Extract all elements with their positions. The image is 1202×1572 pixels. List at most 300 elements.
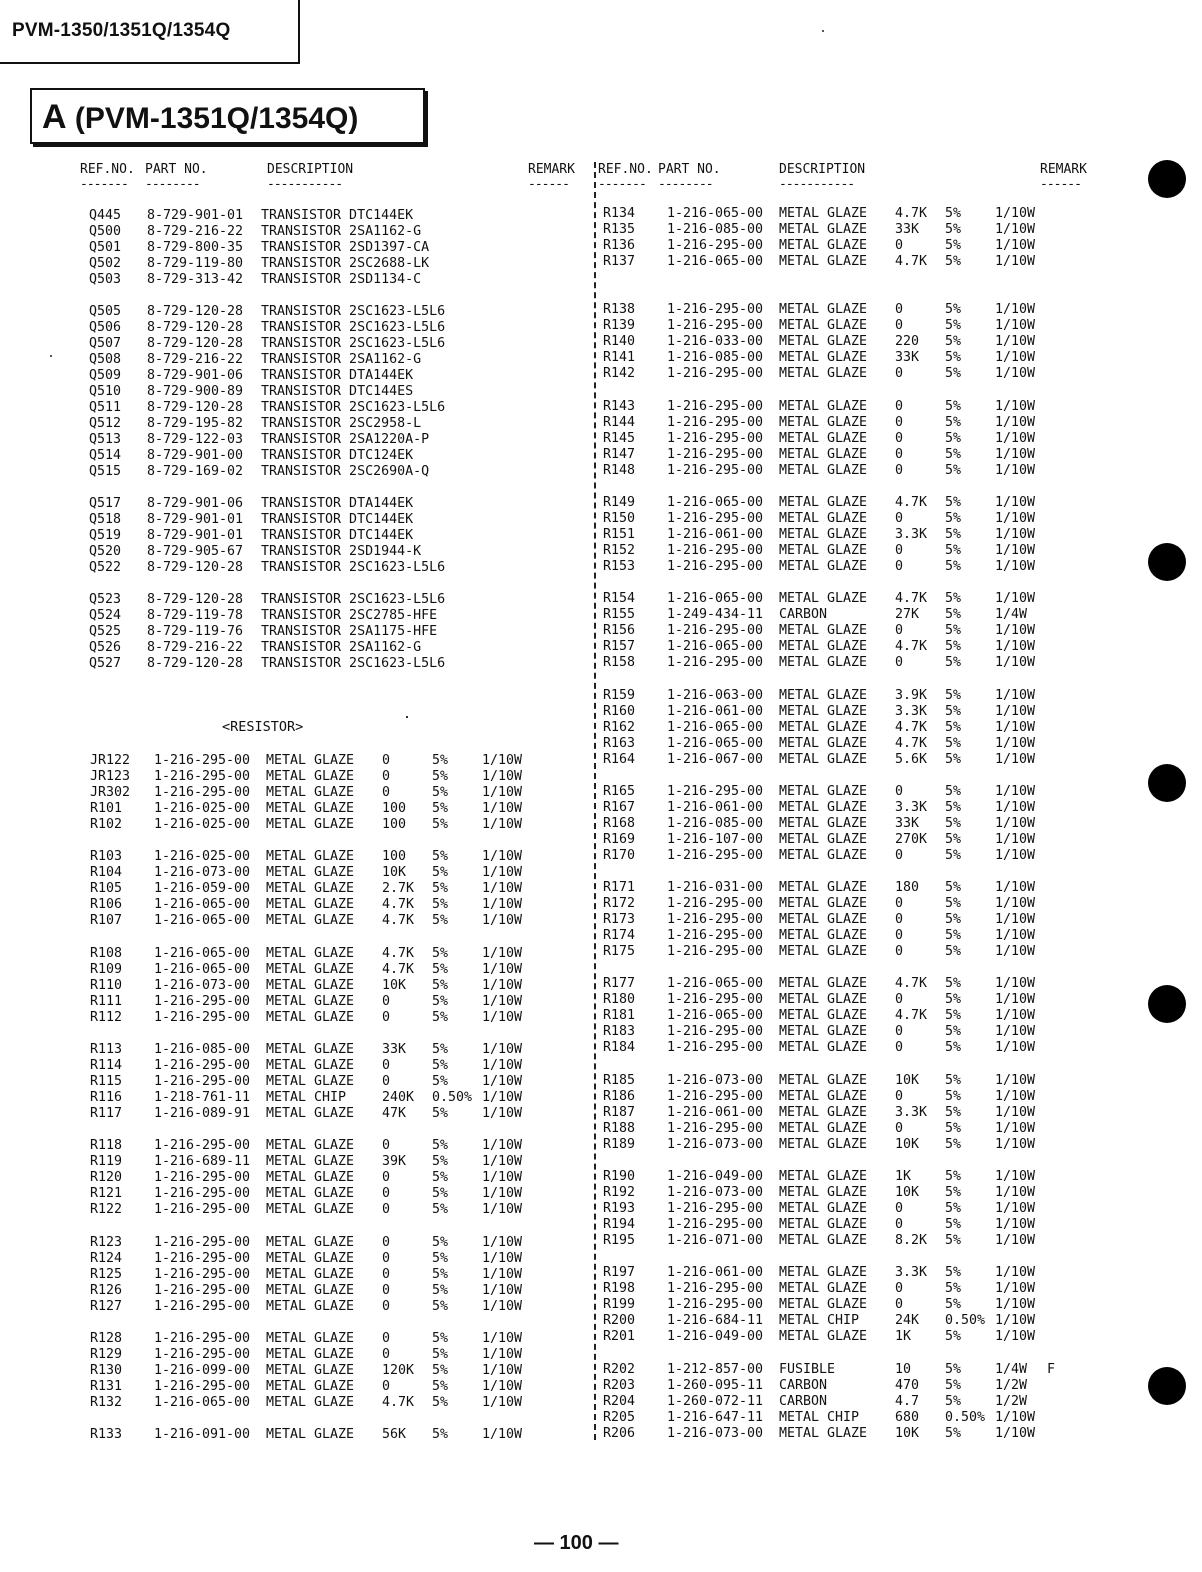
section-title-box <box>30 88 425 144</box>
wattage: 1/10W <box>995 831 1036 847</box>
value: 0 <box>895 655 904 671</box>
resistor-subheading: <RESISTOR> <box>222 719 304 735</box>
value: 0 <box>895 783 904 799</box>
description: METAL GLAZE <box>266 1186 355 1202</box>
tolerance: 5% <box>432 1057 449 1073</box>
ref-no: Q513 <box>89 432 122 447</box>
part-no: 1-216-295-00 <box>667 655 764 671</box>
part-no: 1-216-295-00 <box>154 1282 251 1298</box>
description: METAL GLAZE <box>266 945 355 961</box>
ref-no: Q508 <box>89 352 122 367</box>
tolerance: 5% <box>432 817 449 832</box>
wattage: 1/10W <box>482 817 523 832</box>
wattage: 1/10W <box>482 1378 523 1394</box>
description: METAL GLAZE <box>779 1233 868 1248</box>
tolerance: 5% <box>945 655 962 671</box>
wattage: 1/10W <box>995 1201 1036 1216</box>
wattage: 1/10W <box>995 462 1036 478</box>
tolerance: 5% <box>432 1073 449 1089</box>
description: METAL GLAZE <box>779 815 868 831</box>
description: METAL GLAZE <box>779 1088 868 1104</box>
wattage: 1/10W <box>482 1089 523 1105</box>
part-no: 1-216-031-00 <box>667 880 764 896</box>
wattage: 1/10W <box>482 1202 523 1218</box>
ref-no: R183 <box>603 1024 636 1040</box>
value: 3.3K <box>895 1265 928 1281</box>
description: METAL GLAZE <box>779 799 868 815</box>
part-no: 1-216-295-00 <box>667 238 764 253</box>
wattage: 1/10W <box>995 944 1036 960</box>
tolerance: 5% <box>945 350 962 366</box>
wattage: 1/10W <box>482 1105 523 1121</box>
wattage: 1/10W <box>995 1008 1036 1024</box>
part-no: 1-216-295-00 <box>667 318 764 334</box>
tolerance: 5% <box>432 849 449 865</box>
part-no: 1-216-085-00 <box>667 815 764 831</box>
tolerance: 5% <box>945 735 962 751</box>
wattage: 1/10W <box>995 542 1036 558</box>
ref-no: Q522 <box>89 560 122 575</box>
description: METAL GLAZE <box>266 1154 355 1170</box>
tolerance: 5% <box>432 1234 449 1250</box>
tolerance: 0.50% <box>945 1313 986 1329</box>
description: METAL GLAZE <box>779 430 868 446</box>
part-no: 1-216-295-00 <box>667 1040 764 1056</box>
part-no: 1-216-067-00 <box>667 751 764 767</box>
value: 0 <box>895 1297 904 1313</box>
wattage: 1/10W <box>995 655 1036 671</box>
part-no: 1-216-295-00 <box>667 462 764 478</box>
value: 33K <box>895 815 920 831</box>
value: 0 <box>895 992 904 1008</box>
value: 4.7K <box>382 945 415 961</box>
ref-no: R143 <box>603 398 636 414</box>
ref-no: R198 <box>603 1281 636 1297</box>
tolerance: 5% <box>945 510 962 526</box>
description: METAL GLAZE <box>266 1330 355 1346</box>
description: METAL GLAZE <box>779 1136 868 1152</box>
ref-no: R147 <box>603 446 636 462</box>
tolerance: 5% <box>945 1233 962 1248</box>
tolerance: 5% <box>432 1427 449 1443</box>
description: TRANSISTOR 2SC1623-L5L6 <box>261 304 446 319</box>
tolerance: 5% <box>945 1281 962 1297</box>
description: METAL GLAZE <box>779 992 868 1008</box>
wattage: 1/10W <box>995 896 1036 912</box>
wattage: 1/10W <box>995 510 1036 526</box>
ref-no: R150 <box>603 510 636 526</box>
tolerance: 5% <box>945 494 962 510</box>
ref-no: R109 <box>90 961 123 977</box>
wattage: 1/10W <box>995 558 1036 574</box>
ref-no: R172 <box>603 896 636 912</box>
tolerance: 5% <box>945 1361 962 1377</box>
ref-no: R206 <box>603 1425 636 1441</box>
wattage: 1/10W <box>995 1185 1036 1200</box>
description: METAL GLAZE <box>779 1072 868 1088</box>
ref-no: Q525 <box>89 624 122 639</box>
part-no: 1-216-295-00 <box>667 510 764 526</box>
ref-no: R132 <box>90 1394 123 1410</box>
tolerance: 5% <box>945 1265 962 1281</box>
part-no: 1-216-073-00 <box>667 1185 764 1200</box>
ref-no: R116 <box>90 1089 123 1105</box>
part-no: 8-729-120-28 <box>147 560 244 575</box>
wattage: 1/10W <box>995 1265 1036 1281</box>
page-number: — 100 — <box>534 1532 619 1554</box>
ref-no: R204 <box>603 1393 636 1409</box>
description: METAL GLAZE <box>779 976 868 992</box>
wattage: 1/10W <box>995 1425 1036 1441</box>
ref-no: R164 <box>603 751 636 767</box>
description: METAL GLAZE <box>266 993 355 1009</box>
tolerance: 5% <box>432 1346 449 1362</box>
description: METAL GLAZE <box>779 334 868 350</box>
part-no: 8-729-216-22 <box>147 640 244 655</box>
value: 0 <box>382 1138 391 1154</box>
part-no: 1-216-295-00 <box>667 1120 764 1136</box>
description: TRANSISTOR 2SC2958-L <box>261 416 422 431</box>
wattage: 1/10W <box>482 993 523 1009</box>
tolerance: 5% <box>945 318 962 334</box>
description: METAL GLAZE <box>779 1425 868 1441</box>
description: TRANSISTOR 2SC1623-L5L6 <box>261 336 446 351</box>
scan-speck <box>406 716 408 718</box>
part-no: 1-216-065-00 <box>667 976 764 992</box>
ref-no: Q519 <box>89 528 122 543</box>
part-no: 1-216-295-00 <box>667 366 764 382</box>
part-no: 1-216-025-00 <box>154 817 251 832</box>
tolerance: 5% <box>432 1154 449 1170</box>
value: 0 <box>895 944 904 960</box>
wattage: 1/10W <box>995 751 1036 767</box>
value: 4.7K <box>895 494 928 510</box>
tolerance: 5% <box>432 945 449 961</box>
value: 10K <box>895 1136 920 1152</box>
part-no: 1-216-295-00 <box>667 783 764 799</box>
wattage: 1/10W <box>995 1024 1036 1040</box>
value: 3.3K <box>895 1104 928 1120</box>
description: METAL GLAZE <box>779 366 868 382</box>
ref-no: R192 <box>603 1185 636 1200</box>
tolerance: 5% <box>945 1297 962 1313</box>
tolerance: 5% <box>945 719 962 735</box>
tolerance: 5% <box>945 687 962 703</box>
description: METAL CHIP <box>779 1313 860 1329</box>
value: 0 <box>382 993 391 1009</box>
wattage: 1/10W <box>995 398 1036 414</box>
description: CARBON <box>779 607 828 623</box>
value: 33K <box>895 222 920 237</box>
tolerance: 5% <box>432 977 449 993</box>
wattage: 1/10W <box>482 1250 523 1266</box>
description: METAL GLAZE <box>266 1009 355 1025</box>
part-no: 1-216-295-00 <box>667 896 764 912</box>
value: 3.9K <box>895 687 928 703</box>
description: METAL GLAZE <box>266 849 355 865</box>
part-no: 1-216-089-91 <box>154 1105 251 1121</box>
value: 0 <box>895 1281 904 1297</box>
part-no: 1-216-647-11 <box>667 1409 764 1425</box>
part-no: 1-216-049-00 <box>667 1329 764 1345</box>
tolerance: 5% <box>945 1136 962 1152</box>
ref-no: R113 <box>90 1041 123 1057</box>
ref-no: R163 <box>603 735 636 751</box>
description: METAL GLAZE <box>266 865 355 881</box>
binder-hole <box>1148 160 1186 198</box>
wattage: 1/10W <box>995 880 1036 896</box>
part-no: 8-729-119-80 <box>147 256 244 271</box>
part-no: 1-216-295-00 <box>667 398 764 414</box>
description: METAL GLAZE <box>779 462 868 478</box>
binder-hole <box>1148 764 1186 802</box>
ref-no: Q523 <box>89 592 122 607</box>
tolerance: 5% <box>945 1169 962 1184</box>
ref-no: Q503 <box>89 272 122 287</box>
tolerance: 5% <box>945 815 962 831</box>
tolerance: 5% <box>432 897 449 913</box>
part-no: 1-212-857-00 <box>667 1361 764 1377</box>
ref-no: R127 <box>90 1298 123 1314</box>
ref-no: R118 <box>90 1138 123 1154</box>
tolerance: 5% <box>945 831 962 847</box>
ref-no: R153 <box>603 558 636 574</box>
part-no: 1-216-295-00 <box>667 623 764 639</box>
wattage: 1/10W <box>995 238 1036 253</box>
part-no: 1-216-085-00 <box>667 222 764 237</box>
part-no: 1-216-065-00 <box>667 254 764 269</box>
value: 4.7K <box>895 976 928 992</box>
col-part-header: PART NO. <box>658 162 721 177</box>
part-no: 1-216-065-00 <box>667 719 764 735</box>
description: METAL GLAZE <box>266 1041 355 1057</box>
part-no: 8-729-119-76 <box>147 624 244 639</box>
value: 0 <box>895 896 904 912</box>
wattage: 1/10W <box>995 735 1036 751</box>
part-no: 8-729-119-78 <box>147 608 244 623</box>
ref-no: R137 <box>603 254 636 269</box>
ref-no: R177 <box>603 976 636 992</box>
ref-no: Q502 <box>89 256 122 271</box>
value: 0 <box>382 1202 391 1218</box>
description: METAL GLAZE <box>779 831 868 847</box>
description: METAL GLAZE <box>266 1234 355 1250</box>
wattage: 1/10W <box>995 1136 1036 1152</box>
wattage: 1/10W <box>995 815 1036 831</box>
tolerance: 5% <box>945 783 962 799</box>
ref-no: R167 <box>603 799 636 815</box>
tolerance: 5% <box>945 847 962 863</box>
wattage: 1/10W <box>995 1040 1036 1056</box>
part-no: 1-216-295-00 <box>667 302 764 318</box>
ref-no: R162 <box>603 719 636 735</box>
tolerance: 5% <box>432 993 449 1009</box>
tolerance: 5% <box>432 961 449 977</box>
tolerance: 5% <box>945 254 962 269</box>
part-no: 1-216-295-00 <box>667 1024 764 1040</box>
description: TRANSISTOR 2SA1162-G <box>261 640 422 655</box>
column-divider <box>594 162 596 1440</box>
description: METAL GLAZE <box>779 414 868 430</box>
description: METAL GLAZE <box>266 817 355 832</box>
description: TRANSISTOR 2SD1944-K <box>261 544 422 559</box>
wattage: 1/10W <box>995 687 1036 703</box>
binder-hole <box>1148 1367 1186 1405</box>
part-no: 8-729-901-06 <box>147 368 244 383</box>
ref-no: Q520 <box>89 544 122 559</box>
wattage: 1/10W <box>482 1330 523 1346</box>
ref-no: Q526 <box>89 640 122 655</box>
part-no: 1-216-065-00 <box>154 1394 251 1410</box>
part-no: 1-216-295-00 <box>667 1281 764 1297</box>
description: METAL GLAZE <box>779 703 868 719</box>
value: 0 <box>895 558 904 574</box>
value: 0 <box>895 414 904 430</box>
part-no: 1-216-063-00 <box>667 687 764 703</box>
part-no: 1-216-065-00 <box>154 897 251 913</box>
wattage: 1/10W <box>482 945 523 961</box>
value: 0 <box>382 753 391 768</box>
wattage: 1/10W <box>995 783 1036 799</box>
part-no: 1-216-295-00 <box>667 1297 764 1313</box>
wattage: 1/10W <box>995 1329 1036 1345</box>
wattage: 1/10W <box>995 366 1036 382</box>
value: 0 <box>382 1250 391 1266</box>
value: 0 <box>382 1057 391 1073</box>
ref-no: R108 <box>90 945 123 961</box>
value: 4.7K <box>895 735 928 751</box>
value: 24K <box>895 1313 920 1329</box>
wattage: 1/10W <box>995 1409 1036 1425</box>
part-no: 8-729-901-01 <box>147 512 244 527</box>
part-no: 8-729-901-00 <box>147 448 244 463</box>
value: 0 <box>895 510 904 526</box>
description: METAL GLAZE <box>266 1057 355 1073</box>
part-no: 1-216-107-00 <box>667 831 764 847</box>
part-no: 1-216-049-00 <box>667 1169 764 1184</box>
value: 0 <box>895 1201 904 1216</box>
value: 3.3K <box>895 703 928 719</box>
col-underline: ----------- <box>779 177 855 192</box>
tolerance: 5% <box>945 992 962 1008</box>
value: 33K <box>895 350 920 366</box>
description: TRANSISTOR 2SA1162-G <box>261 352 422 367</box>
ref-no: R120 <box>90 1170 123 1186</box>
ref-no: R102 <box>90 817 123 832</box>
description: METAL GLAZE <box>779 1104 868 1120</box>
value: 0 <box>382 1346 391 1362</box>
col-ref-header: REF.NO. <box>80 162 135 177</box>
tolerance: 5% <box>945 799 962 815</box>
value: 10K <box>895 1185 920 1200</box>
tolerance: 5% <box>945 414 962 430</box>
part-no: 1-216-065-00 <box>667 1008 764 1024</box>
tolerance: 5% <box>945 1072 962 1088</box>
part-no: 1-216-073-00 <box>667 1136 764 1152</box>
description: METAL GLAZE <box>779 1329 868 1345</box>
part-no: 8-729-120-28 <box>147 320 244 335</box>
value: 4.7K <box>895 719 928 735</box>
ref-no: R131 <box>90 1378 123 1394</box>
ref-no: JR122 <box>90 753 131 768</box>
value: 0 <box>895 462 904 478</box>
ref-no: R101 <box>90 801 123 816</box>
description: METAL GLAZE <box>266 913 355 929</box>
part-no: 1-216-295-00 <box>154 769 251 784</box>
description: METAL GLAZE <box>779 1040 868 1056</box>
tolerance: 5% <box>945 1024 962 1040</box>
part-no: 1-216-295-00 <box>667 928 764 944</box>
value: 1K <box>895 1169 912 1184</box>
value: 4.7K <box>382 913 415 929</box>
ref-no: Q509 <box>89 368 122 383</box>
tolerance: 5% <box>945 880 962 896</box>
ref-no: R130 <box>90 1362 123 1378</box>
part-no: 1-216-065-00 <box>667 735 764 751</box>
value: 0 <box>895 1024 904 1040</box>
part-no: 1-216-295-00 <box>667 414 764 430</box>
value: 5.6K <box>895 751 928 767</box>
binder-hole <box>1148 985 1186 1023</box>
wattage: 1/10W <box>995 446 1036 462</box>
part-no: 1-216-085-00 <box>667 350 764 366</box>
ref-no: R107 <box>90 913 123 929</box>
part-no: 1-216-065-00 <box>667 494 764 510</box>
tolerance: 5% <box>432 1186 449 1202</box>
value: 0 <box>895 912 904 928</box>
ref-no: R138 <box>603 302 636 318</box>
ref-no: Q514 <box>89 448 122 463</box>
part-no: 1-216-295-00 <box>667 1217 764 1232</box>
value: 0 <box>895 1120 904 1136</box>
wattage: 1/10W <box>995 1104 1036 1120</box>
description: CARBON <box>779 1393 828 1409</box>
value: 10 <box>895 1361 912 1377</box>
description: TRANSISTOR 2SD1134-C <box>261 272 422 287</box>
ref-no: Q527 <box>89 656 122 671</box>
wattage: 1/10W <box>995 703 1036 719</box>
description: METAL GLAZE <box>779 880 868 896</box>
value: 0 <box>382 1234 391 1250</box>
ref-no: Q505 <box>89 304 122 319</box>
tolerance: 5% <box>945 591 962 607</box>
part-no: 1-216-061-00 <box>667 1265 764 1281</box>
part-no: 1-216-295-00 <box>154 785 251 800</box>
ref-no: R122 <box>90 1202 123 1218</box>
description: METAL GLAZE <box>779 847 868 863</box>
part-no: 1-216-295-00 <box>667 912 764 928</box>
ref-no: R202 <box>603 1361 636 1377</box>
part-no: 1-216-065-00 <box>667 206 764 221</box>
wattage: 1/10W <box>995 912 1036 928</box>
wattage: 1/10W <box>995 1233 1036 1248</box>
part-no: 1-216-295-00 <box>154 1266 251 1282</box>
ref-no: R111 <box>90 993 123 1009</box>
description: METAL GLAZE <box>779 1024 868 1040</box>
description: TRANSISTOR DTC144EK <box>261 528 414 543</box>
ref-no: JR302 <box>90 785 131 800</box>
description: TRANSISTOR 2SA1162-G <box>261 224 422 239</box>
part-no: 1-216-025-00 <box>154 849 251 865</box>
wattage: 1/10W <box>995 1088 1036 1104</box>
description: METAL GLAZE <box>266 1105 355 1121</box>
ref-no: R105 <box>90 881 123 897</box>
value: 47K <box>382 1105 407 1121</box>
ref-no: R144 <box>603 414 636 430</box>
scan-speck <box>822 30 824 32</box>
value: 100 <box>382 801 407 816</box>
part-no: 1-216-061-00 <box>667 799 764 815</box>
